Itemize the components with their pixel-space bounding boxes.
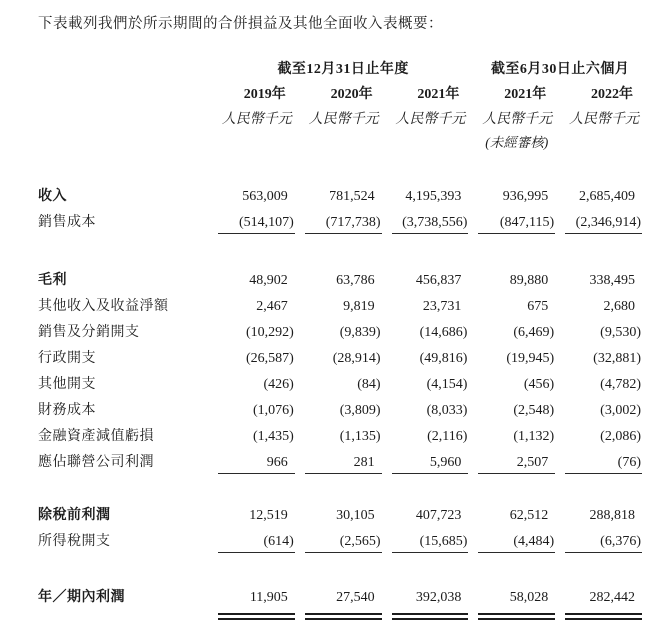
value-cell: (9,530) (600, 325, 641, 340)
value-cell: 2,680 (603, 299, 635, 314)
value-cell: (28,914) (332, 351, 381, 366)
value-cell: (10,292) (245, 325, 294, 340)
value-cell: (1,135) (339, 429, 381, 444)
income-statement-table (38, 58, 642, 611)
year-header-row (38, 82, 642, 108)
table-row-other-income (38, 294, 642, 320)
table-row-finance-costs (38, 398, 642, 424)
spacer (38, 236, 642, 268)
year-header-2021-interim: 2021年 (504, 87, 547, 102)
value-cell: (1,435) (252, 429, 294, 444)
value-cell: 2,685,409 (579, 189, 635, 204)
value-cell: (32,881) (593, 351, 641, 366)
value-cell: 58,028 (478, 585, 555, 611)
row-label: 應佔聯營公司利潤 (38, 455, 154, 470)
table-row-revenue (38, 184, 642, 210)
value-cell: (3,002) (600, 403, 641, 418)
table-row-admin-expenses (38, 346, 642, 372)
value-cell: (15,685) (392, 529, 469, 555)
table-row-selling-expenses (38, 320, 642, 346)
value-cell: (456) (523, 377, 555, 392)
row-label: 銷售成本 (38, 215, 96, 230)
row-label: 其他收入及收益淨額 (38, 299, 169, 314)
value-cell: (84) (357, 377, 381, 392)
row-label: 銷售及分銷開支 (38, 325, 140, 340)
value-cell: 392,038 (392, 585, 469, 611)
value-cell: (717,738) (305, 210, 382, 236)
value-cell: 563,009 (242, 189, 288, 204)
row-label: 除稅前利潤 (38, 508, 111, 523)
value-cell: 338,495 (589, 273, 635, 288)
unit-row (38, 108, 642, 132)
value-cell: (49,816) (419, 351, 468, 366)
value-cell: (2,565) (305, 529, 382, 555)
value-cell: 27,540 (305, 585, 382, 611)
unit-label: 人民幣千元 (221, 112, 292, 127)
value-cell: 23,731 (422, 299, 462, 314)
value-cell: (6,376) (565, 529, 642, 555)
value-cell: 781,524 (329, 189, 375, 204)
value-cell: (1,076) (252, 403, 294, 418)
value-cell: 9,819 (343, 299, 375, 314)
value-cell: 48,902 (249, 273, 288, 288)
value-cell: (19,945) (506, 351, 555, 366)
value-cell: (1,132) (513, 429, 555, 444)
unit-label: 人民幣千元 (395, 112, 466, 127)
value-cell: 12,519 (249, 508, 288, 523)
row-label: 年／期內利潤 (38, 590, 125, 605)
value-cell: (2,086) (600, 429, 641, 444)
row-label: 毛利 (38, 273, 67, 288)
year-header-2020: 2020年 (330, 87, 373, 102)
value-cell: 4,195,393 (405, 189, 462, 204)
spacer (38, 555, 642, 585)
row-label: 財務成本 (38, 403, 96, 418)
value-cell: (26,587) (245, 351, 294, 366)
row-label: 其他開支 (38, 377, 96, 392)
table-row-gross-profit (38, 268, 642, 294)
value-cell: 281 (305, 450, 382, 476)
value-cell: 936,995 (502, 189, 549, 204)
intro-text: 下表載列我們於所示期間的合併損益及其他全面收入表概要： (38, 16, 443, 32)
value-cell: 2,467 (256, 299, 288, 314)
value-cell: 675 (527, 299, 549, 314)
value-cell: (847,115) (478, 210, 555, 236)
value-cell: 288,818 (589, 508, 635, 523)
value-cell: (2,548) (513, 403, 555, 418)
table-row-share-of-associates (38, 450, 642, 476)
value-cell: (76) (565, 450, 642, 476)
year-header-2019: 2019年 (243, 87, 286, 102)
table-row-income-tax (38, 529, 642, 555)
value-cell: 407,723 (415, 508, 462, 523)
year-header-2021: 2021年 (417, 87, 460, 102)
unit-label: 人民幣千元 (569, 112, 639, 127)
table-row-profit-before-tax (38, 503, 642, 529)
value-cell: 966 (218, 450, 295, 476)
unaudited-note: (未經審核) (485, 135, 549, 150)
value-cell: (4,782) (600, 377, 641, 392)
value-cell: 456,837 (415, 273, 462, 288)
row-label: 金融資產減值虧損 (38, 429, 154, 444)
value-cell: (14,686) (419, 325, 468, 340)
value-cell: 5,960 (392, 450, 469, 476)
value-cell: (514,107) (218, 210, 295, 236)
value-cell: 282,442 (565, 585, 642, 611)
table-row-other-expenses (38, 372, 642, 398)
row-label: 所得稅開支 (38, 534, 111, 549)
table-row-profit-for-period (38, 585, 642, 611)
value-cell: 2,507 (478, 450, 555, 476)
value-cell: (614) (218, 529, 295, 555)
value-cell: (9,839) (339, 325, 381, 340)
table-row-cost-of-sales (38, 210, 642, 236)
value-cell: 89,880 (509, 273, 549, 288)
value-cell: (4,154) (426, 377, 468, 392)
value-cell: (3,738,556) (392, 210, 469, 236)
value-cell: 11,905 (218, 585, 295, 611)
value-cell: (6,469) (513, 325, 555, 340)
value-cell: 63,786 (336, 273, 375, 288)
unit-label: 人民幣千元 (482, 112, 553, 127)
value-cell: 62,512 (509, 508, 549, 523)
unit-label: 人民幣千元 (308, 112, 379, 127)
spacer (38, 476, 642, 503)
row-label: 行政開支 (38, 351, 96, 366)
value-cell: (8,033) (426, 403, 468, 418)
row-label: 收入 (38, 189, 67, 204)
year-header-2022-interim: 2022年 (591, 87, 633, 102)
value-cell: 30,105 (336, 508, 375, 523)
period-group-annual: 截至12月31日止年度 (277, 62, 409, 77)
value-cell: (3,809) (339, 403, 381, 418)
period-group-interim: 截至6月30日止六個月 (490, 62, 630, 77)
value-cell: (426) (263, 377, 294, 392)
period-group-row (38, 58, 642, 82)
value-cell: (2,346,914) (565, 210, 642, 236)
spacer (38, 154, 642, 184)
value-cell: (4,484) (478, 529, 555, 555)
value-cell: (2,116) (427, 429, 468, 444)
unaudited-row (38, 132, 642, 154)
table-row-impairment-losses (38, 424, 642, 450)
